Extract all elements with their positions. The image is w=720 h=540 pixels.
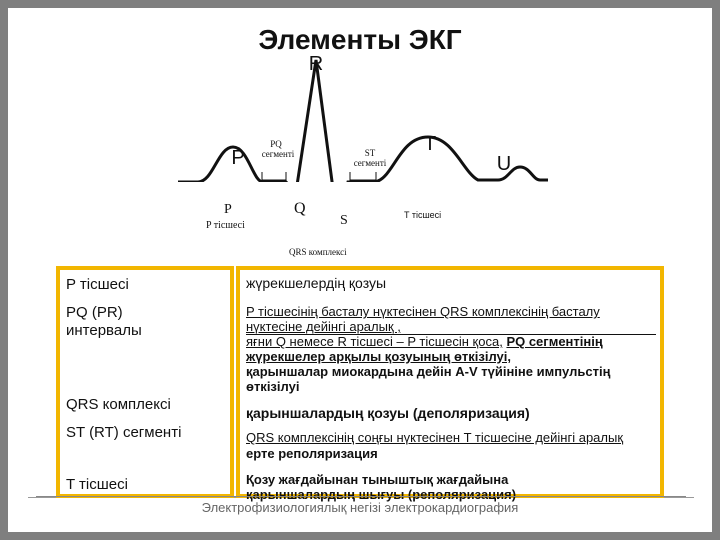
desc-pq-line1: P тісшесінің басталу нүктесінен QRS комплексінің басталу <box>246 304 600 319</box>
desc-p: жүрекшелердің қозуы <box>246 275 387 291</box>
row-label-st: ST (RT) сегменті <box>66 424 182 441</box>
row-label-t: T тісшесі <box>66 476 128 493</box>
desc-t-line1: Қозу жағдайынан тыныштық жағдайына <box>246 472 509 487</box>
wave-r-letter: R <box>308 53 324 75</box>
descriptions-box <box>236 266 664 498</box>
desc-st-line1: QRS комплексінің соңғы нүктесінен T тісшесіне дейінгі аралық <box>246 430 624 445</box>
s-ecg-label: S <box>340 213 348 228</box>
q-ecg-label: Q <box>294 200 306 217</box>
wave-p-letter: P <box>231 147 245 169</box>
desc-pq-line2: нүктесіне дейінгі аралық , <box>246 319 656 335</box>
st-segment-label: ST сегменті <box>353 148 387 168</box>
row-label-qrs: QRS комплексі <box>66 396 171 413</box>
desc-pq-line5: қарыншалар миокардына дейін A-V түйініне импульстің <box>246 364 611 379</box>
labels-box <box>56 266 234 498</box>
desc-pq-line4: жүрекшелер арқылы қозуының өткізілуі, <box>246 349 512 364</box>
desc-pq-line3-b: PQ сегментінің <box>506 334 603 349</box>
desc-st-line2: ерте реполяризация <box>246 446 378 461</box>
desc-pq-line6: өткізілуі <box>246 379 300 394</box>
row-label-p: P тісшесі <box>66 276 129 293</box>
wave-t-letter: T <box>423 133 437 155</box>
p-wave-ecg-label: P <box>224 202 232 217</box>
desc-t-line2: қарыншалардың шығуы (реполяризация) <box>246 487 517 502</box>
p-wave-ecg-caption: P тісшесі <box>206 220 245 231</box>
wave-u-letter: U <box>496 153 512 175</box>
desc-pq-line3 <box>246 334 603 349</box>
t-wave-ecg-caption: T тісшесі <box>404 210 442 220</box>
desc-qrs: қарыншалардың қозуы (деполяризация) <box>246 405 530 421</box>
footer-text: Электрофизиологиялық негізі электрокардиография <box>201 500 519 515</box>
pq-segment-label: PQ сегменті <box>261 139 295 159</box>
footer-divider <box>36 496 686 497</box>
slide-title: Элементы ЭКГ <box>258 24 462 55</box>
qrs-ecg-caption: QRS комплексі <box>289 247 347 257</box>
desc-pq-line3-a: яғни Q немесе R тісшесі – P тісшесін қоса, <box>246 334 503 349</box>
row-label-pq: PQ (PR) интервалы <box>66 304 142 339</box>
